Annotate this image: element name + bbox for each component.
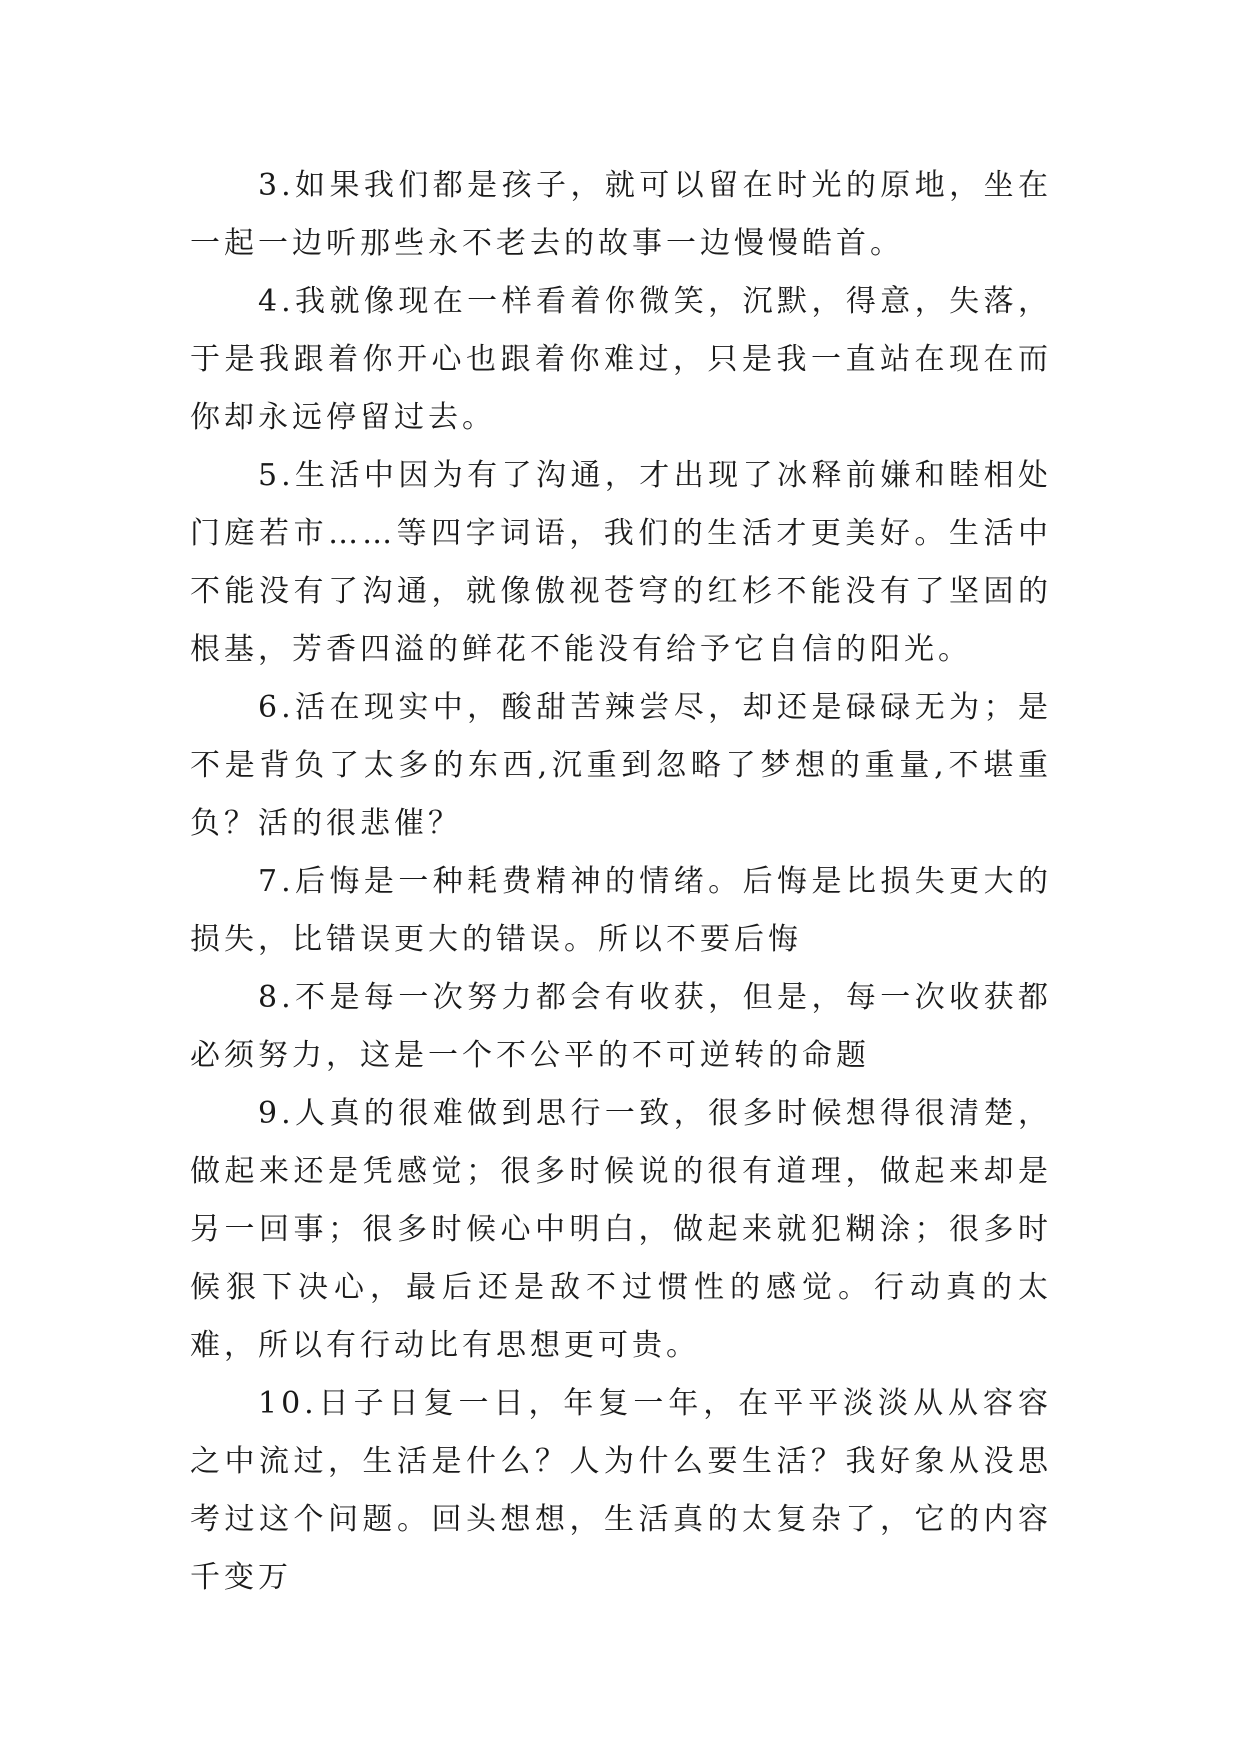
- paragraph-8: 8.不是每一次努力都会有收获，但是，每一次收获都必须努力，这是一个不公平的不可逆转的命题: [190, 980, 1052, 1073]
- paragraph-9: 9.人真的很难做到思行一致，很多时候想得很清楚，做起来还是凭感觉；很多时候说的很有道理，做起来却是另一回事；很多时候心中明白，做起来就犯糊涂；很多时候狠下决心，最后还是敌不过惯性的感觉。行动真的太难，所以有行动比有思想更可贵。: [190, 1096, 1052, 1363]
- paragraph-10: 10.日子日复一日，年复一年，在平平淡淡从从容容之中流过，生活是什么？人为什么要生活？我好象从没思考过这个问题。回头想想，生活真的太复杂了，它的内容千变万: [190, 1386, 1052, 1595]
- paragraph-3: 3.如果我们都是孩子，就可以留在时光的原地，坐在一起一边听那些永不老去的故事一边慢慢皓首。: [190, 168, 1052, 261]
- paragraph-6: 6.活在现实中，酸甜苦辣尝尽，却还是碌碌无为；是不是背负了太多的东西,沉重到忽略了梦想的重量,不堪重负？活的很悲催？: [190, 690, 1052, 841]
- paragraph-5: 5.生活中因为有了沟通，才出现了冰释前嫌和睦相处门庭若市……等四字词语，我们的生活才更美好。生活中不能没有了沟通，就像傲视苍穹的红杉不能没有了坚固的根基，芳香四溢的鲜花不能没有给予它自信的阳光。: [190, 458, 1052, 667]
- document-body: [190, 157, 1052, 1607]
- paragraph-7: 7.后悔是一种耗费精神的情绪。后悔是比损失更大的损失，比错误更大的错误。所以不要后悔: [190, 864, 1052, 957]
- paragraph-4: 4.我就像现在一样看着你微笑，沉默，得意，失落，于是我跟着你开心也跟着你难过，只是我一直站在现在而你却永远停留过去。: [190, 284, 1052, 435]
